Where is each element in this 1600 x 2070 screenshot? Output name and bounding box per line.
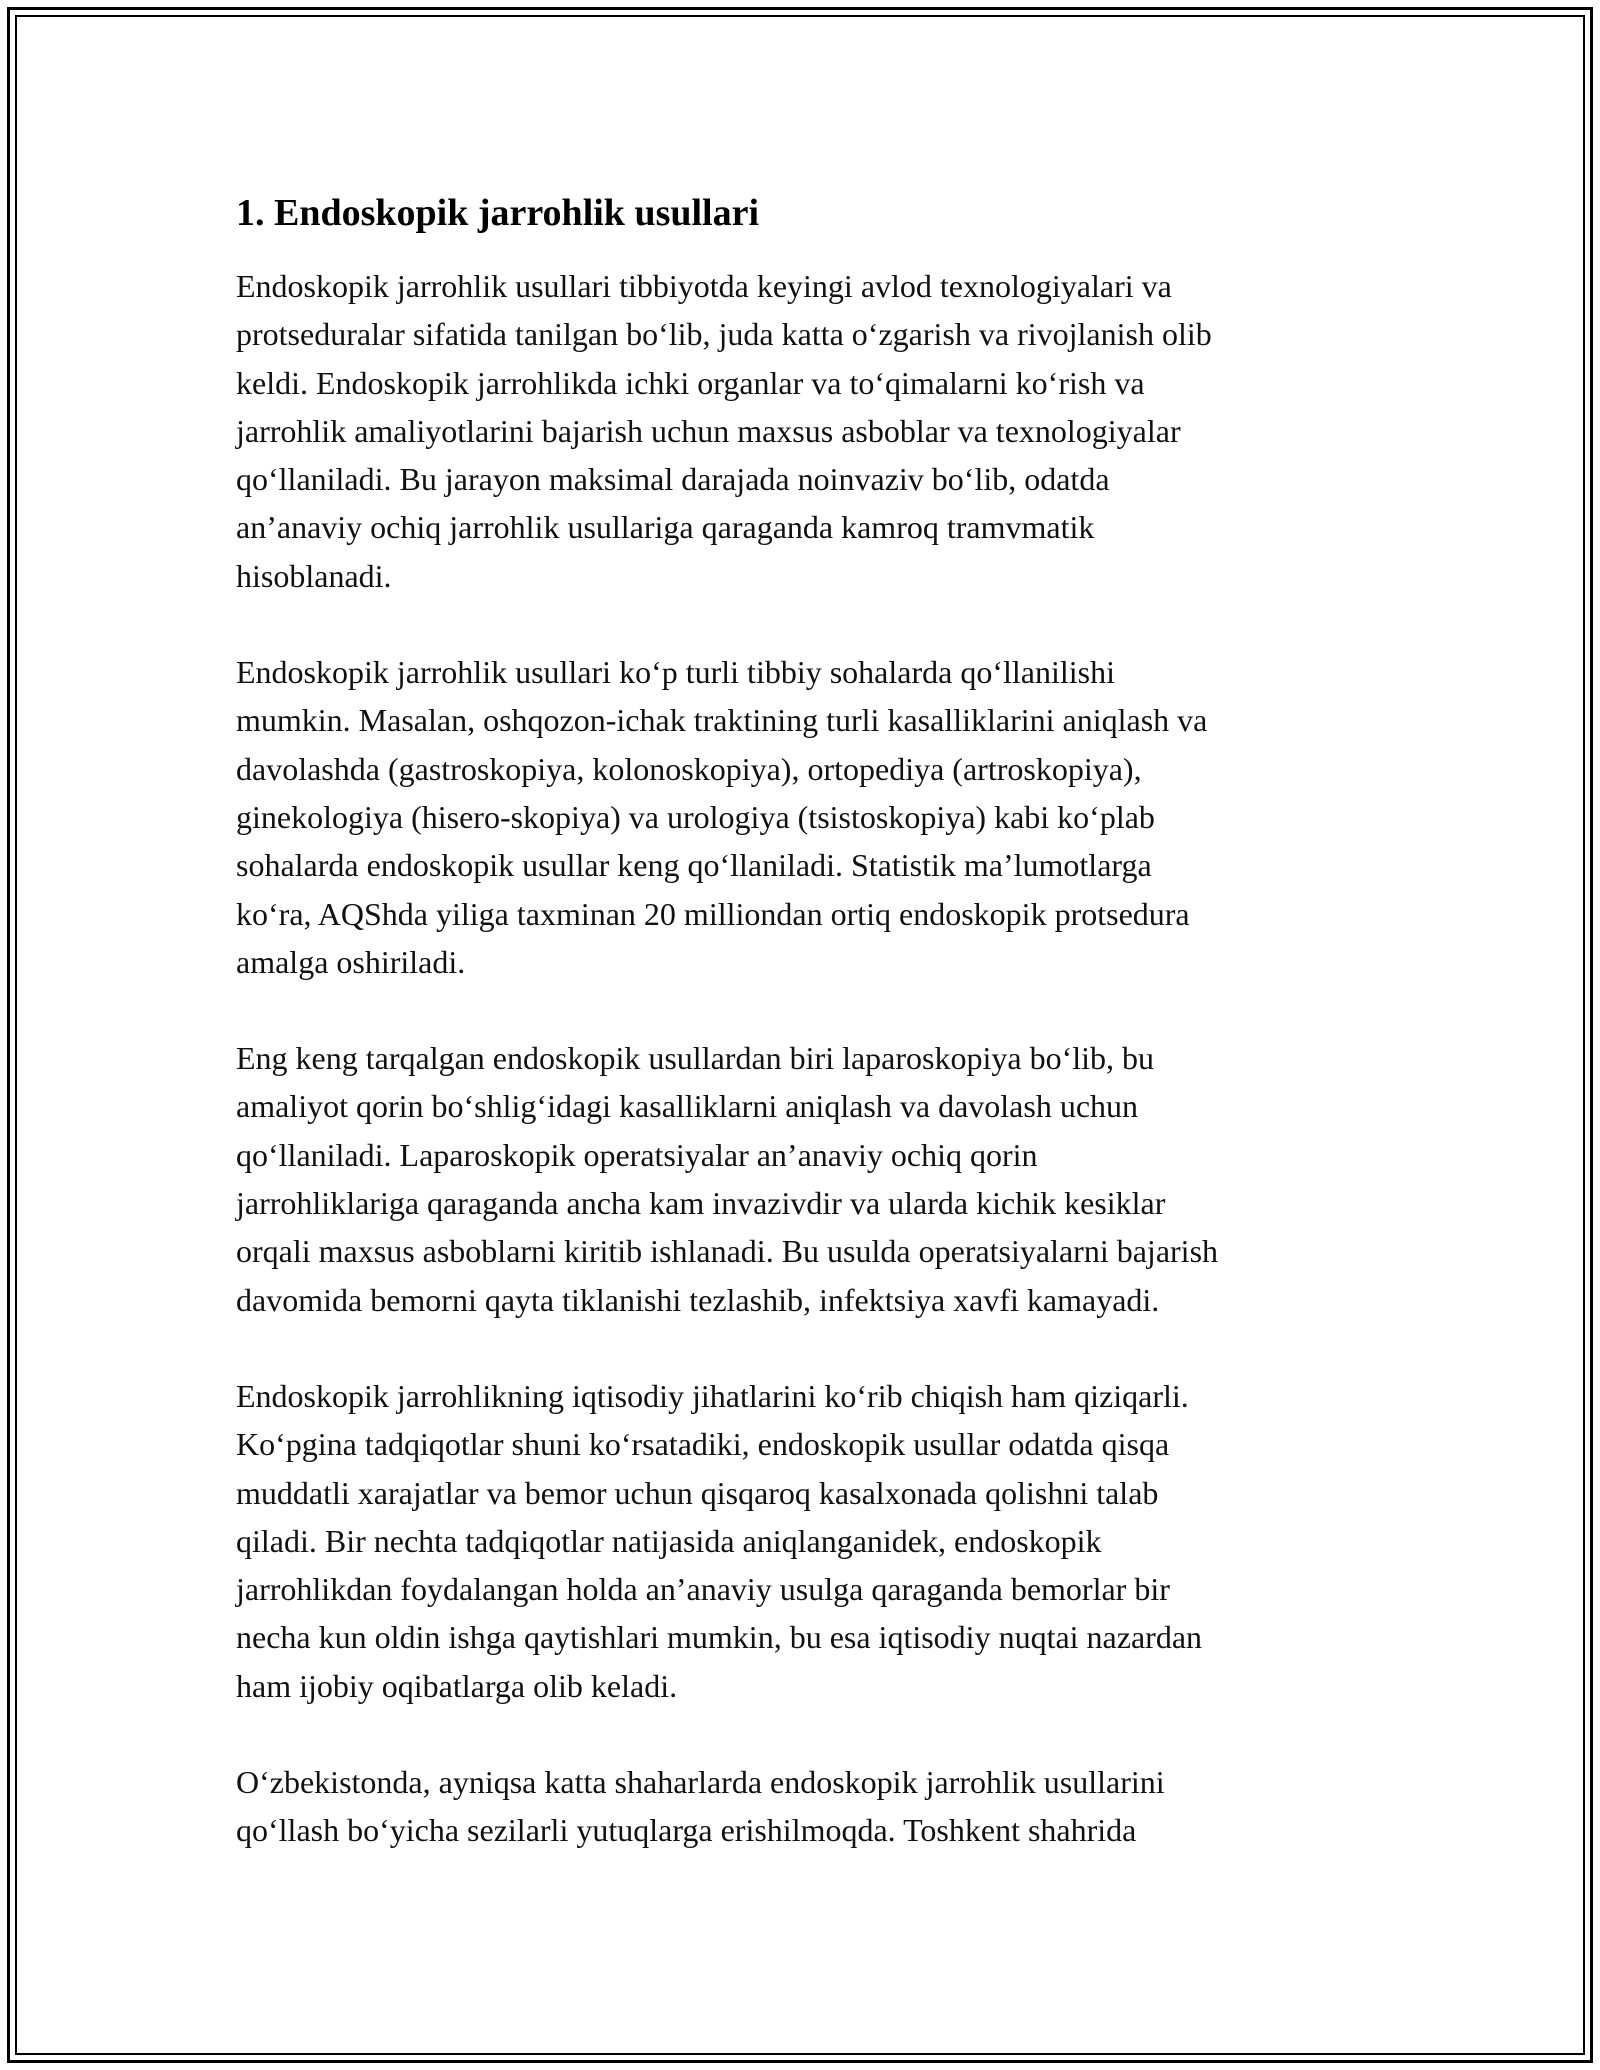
paragraph-laparoscopy: Eng keng tarqalgan endoskopik usullardan biri laparoskopiya bo‘lib, bu amaliyot qorin bo‘shlig‘idagi kasalliklarni aniqlash va davolash uchun qo‘llaniladi. Laparoskopik operatsiyalar an’anaviy ochiq qorin jarrohliklariga qaraganda ancha kam invazivdir va ularda kichik kesiklar orqali maxsus asboblarni kiritib ishlanadi. Bu usulda operatsiyalarni bajarish davomida bemorni qayta tiklanishi tezlashib, infektsiya xavfi kamayadi. [236,1040,1219,1318]
section-heading: 1. Endoskopik jarrohlik usullari [236,192,760,234]
paragraph-uzbekistan: O‘zbekistonda, ayniqsa katta shaharlarda endoskopik jarrohlik usullarini qo‘llash bo‘yicha sezilarli yutuqlarga erishilmoqda. Toshkent shahrida [236,1764,1165,1849]
paragraph-applications: Endoskopik jarrohlik usullari ko‘p turli tibbiy sohalarda qo‘llanilishi mumkin. Masalan, oshqozon-ichak traktining turli kasalliklarini aniqlash va davolashda (gastroskopiya, kolonoskopiya), ortopediya (artroskopiya), ginekologiya (hisero-skopiya) va urologiya (tsistoskopiya) kabi ko‘plab sohalarda endoskopik usullar keng qo‘llaniladi. Statistik ma’lumotlarga ko‘ra, AQShda yiliga taxminan 20 milliondan ortiq endoskopik protsedura amalga oshiriladi. [236,654,1208,980]
paragraph-economics: Endoskopik jarrohlikning iqtisodiy jihatlarini ko‘rib chiqish ham qiziqarli. Ko‘pgina tadqiqotlar shuni ko‘rsatadiki, endoskopik usullar odatda qisqa muddatli xarajatlar va bemor uchun qisqaroq kasalxonada qolishni talab qiladi. Bir nechta tadqiqotlar natijasida aniqlanganidek, endoskopik jarrohlikdan foydalangan holda an’anaviy usulga qaraganda bemorlar bir necha kun oldin ishga qaytishlari mumkin, bu esa iqtisodiy nuqtai nazardan ham ijobiy oqibatlarga olib keladi. [236,1377,1203,1704]
document-body [236,188,1386,1903]
paragraph-intro: Endoskopik jarrohlik usullari tibbiyotda keyingi avlod texnologiyalari va protseduralar sifatida tanilgan bo‘lib, juda katta o‘zgarish va rivojlanish olib keldi. Endoskopik jarrohlikda ichki organlar va to‘qimalarni ko‘rish va jarrohlik amaliyotlarini bajarish uchun maxsus asboblar va texnologiyalar qo‘llaniladi. Bu jarayon maksimal darajada noinvaziv bo‘lib, odatda an’anaviy ochiq jarrohlik usullariga qaraganda kamroq tramvmatik hisoblanadi. [236,268,1212,594]
